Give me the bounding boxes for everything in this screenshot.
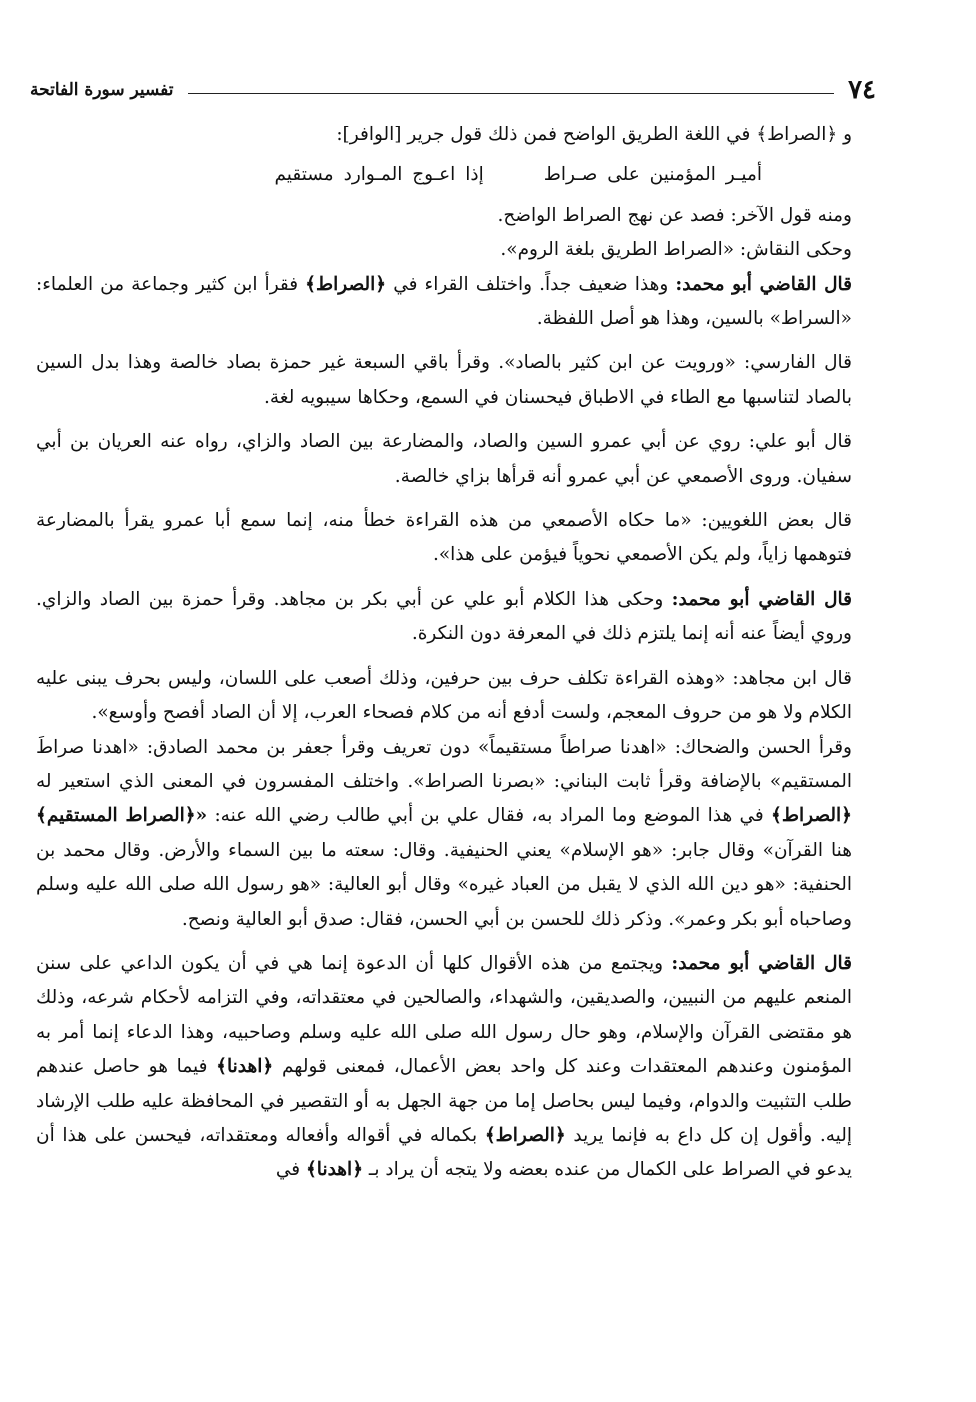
poem-second-hemistich: إذا اعـوج المـوارد مستقيم (274, 164, 484, 186)
paragraph-10-text-b: في هذا الموضع وما المراد به، فقال علي بن أبي طالب رضي الله عنه: (207, 805, 772, 827)
page-number: ٧٤ (848, 75, 876, 105)
header-rule (188, 93, 835, 94)
quranic-term: ﴿اهدنا﴾ (216, 1056, 274, 1078)
poem-verse (36, 158, 852, 192)
page-header (30, 70, 876, 110)
quranic-term: ﴿الصراط﴾ (305, 273, 387, 295)
paragraph-9: قال ابن مجاهد: «وهذه القراءة تكلف حرف بين حرفين، وذلك أصعب على اللسان، وليس بحرف يبنى عليه الكلام ولا هو من حروف المعجم، ولست أدفع أنه من كلام فصحاء العرب، إلا أن الصاد أفصح وأوسع». (36, 667, 852, 724)
paragraph-11-text-a: ويجتمع من هذه الأقوال كلها أن الدعوة إنما هي في أن يكون الداعي على سنن المنعم عليهم من النبيين، والصديقين، والشهداء، والصالحين في معتقداته، وفي التزامه لأحكام شرعه، وذلك هو مقتضى القرآن والإسلام، وهو حال رسول الله صلى الله عليه وسلم وصاحبيه، وهذا الدعاء إنما أمر به المؤمنون وعندهم المعتقدات وعند كل واحد بعض الأعمال، فمعنى قولهم (36, 952, 852, 1078)
quranic-term: «﴿الصراط المستقيم﴾ (36, 805, 208, 827)
speaker-label: قال القاضي أبو محمد: (675, 273, 852, 295)
paragraph-8 (36, 583, 852, 652)
quranic-term: ﴿الصراط﴾ (771, 805, 852, 827)
paragraph-6: قال أبو علي: روي عن أبي عمرو السين والصاد، والمضارعة بين الصاد والزاي، رواه عنه العريان بن أبي سفيان. وروى الأصمعي عن أبي عمرو أنه قرأها بزاي خالصة. (36, 431, 852, 487)
paragraph-11 (36, 947, 852, 1188)
paragraph-8-text: وحكى هذا الكلام أبو علي عن أبي بكر بن مجاهد. وقرأ حمزة بين الصاد والزاي. وروي أيضاً عنه أنه إنما يلتزم ذلك في المعرفة دون النكرة. (36, 588, 852, 645)
paragraph-11-text-b: فيما هو حاصل عندهم طلب التثبيت والدوام، وفيما ليس بحاصل إما من جهة الجهل به أو التقصير في المحافظة عليه طلب الإرشاد إليه. وأقول إن كل داع به فإنما يريد (36, 1056, 852, 1146)
paragraph-11-text-c: بكماله في أقواله وأفعاله ومعتقداته، فيحسن على هذا أن يدعو في الصراط على الكمال من عنده بعضه ولا يتجه أن يراد بـ (36, 1124, 852, 1181)
speaker-label: قال القاضي أبو محمد: (671, 952, 852, 974)
paragraph-1: و ﴿الصراط﴾ في اللغة الطريق الواضح فمن ذلك قول جرير [الوافر]: (336, 124, 852, 145)
poem-first-hemistich: أميـر المؤمنين على صـراط (543, 164, 762, 186)
paragraph-10-text-a: وقرأ الحسن والضحاك: «اهدنا صراطاً مستقيماً» دون تعريف وقرأ جعفر بن محمد الصادق: «اهدنا صراطَ المستقيم» بالإضافة وقرأ ثابت البناني: «بصرنا الصراط». واختلف المفسرون في المعنى الذي استعير له (36, 736, 852, 792)
paragraph-5: قال الفارسي: «ورويت عن ابن كثير بالصاد». وقرأ باقي السبعة غير حمزة بصاد خالصة وهذا بدل السين بالصاد لتناسبها مع الطاء في الاطباق فيحسنان في السمع، وحكاها سيبويه لغة. (36, 352, 852, 408)
paragraph-11-text-d: في (275, 1159, 306, 1181)
speaker-label: قال القاضي أبو محمد: (671, 588, 853, 610)
paragraph-2: ومنه قول الآخر: فصد عن نهج الصراط الواضح. (497, 204, 852, 226)
quranic-term: ﴿الصراط﴾ (484, 1124, 566, 1146)
paragraph-4-text-a: وهذا ضعيف جداً. واختلف القراء في (386, 273, 676, 295)
paragraph-10-text-c: هنا القرآن» وقال جابر: «هو الإسلام» يعني الحنيفية. وقال: سعته ما بين السماء والأرض. وقال محمد بن الحنفية: «هو دين الله الذي لا يقبل من العباد غيره» وقال أبو العالية: «هو رسول الله صلى الله عليه وسلم وصاحباه أبو بكر وعمر». وذكر ذلك للحسن بن أبي الحسن، فقال: صدق أبو العالية ونصح. (36, 839, 852, 930)
body-text (36, 118, 852, 1188)
paragraph-7: قال بعض اللغويين: «ما حكاه الأصمعي من هذه القراءة خطأ منه، إنما سمع أبا عمرو يقرأ بالمضارعة فتوهمها زاياً، ولم يكن الأصمعي نحوياً فيؤمن على هذا». (36, 510, 852, 566)
paragraph-3: وحكى النقاش: «الصراط الطريق بلغة الروم». (500, 239, 852, 261)
running-title: تفسير سورة الفاتحة (30, 80, 174, 100)
paragraph-4-text-b: فقرأ ابن كثير وجماعة من العلماء: «السراط» بالسين، وهذا هو أصل اللفظة. (36, 273, 852, 330)
paragraph-10 (36, 731, 852, 937)
paragraph-4 (36, 268, 852, 337)
quranic-term: ﴿اهدنا﴾ (305, 1159, 364, 1181)
